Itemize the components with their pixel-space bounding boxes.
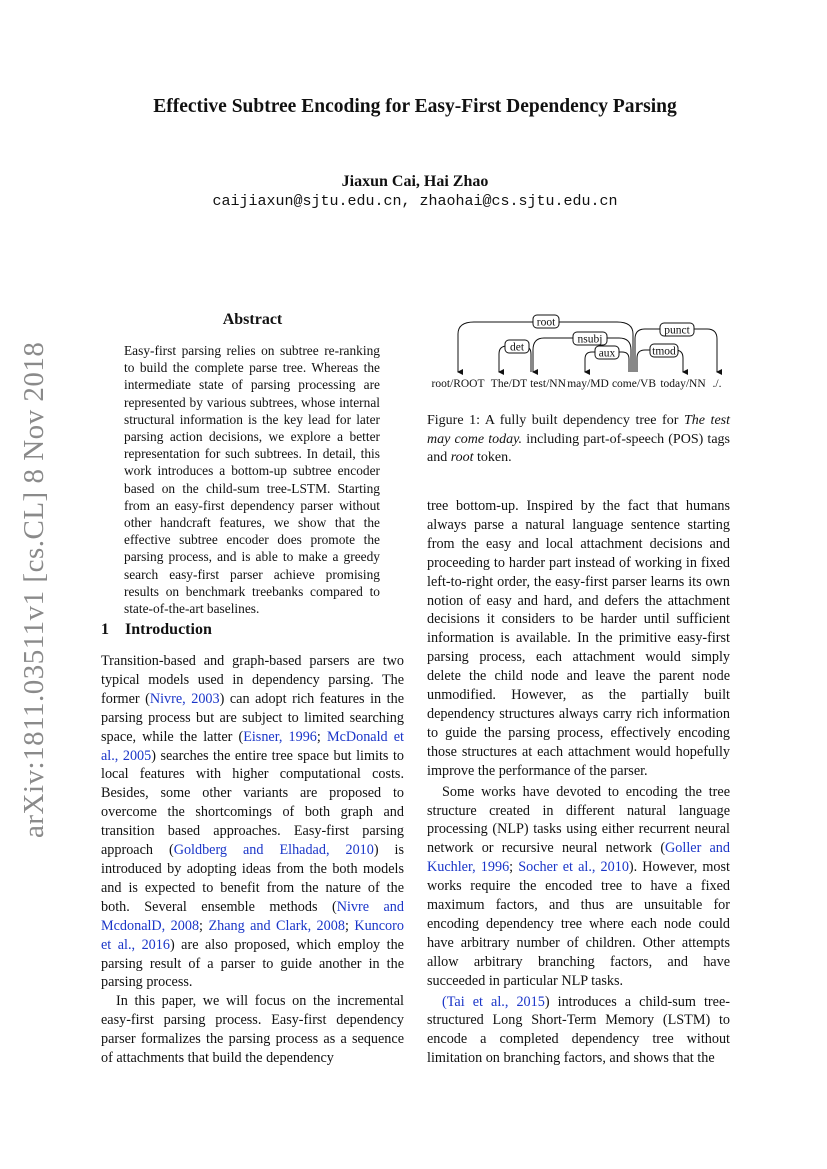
section-heading-introduction xyxy=(101,621,212,639)
citation-link[interactable]: Nivre, 2003 xyxy=(149,690,220,707)
citation-link[interactable]: Nivre and McdonalD, 2008 xyxy=(101,898,404,934)
abstract-text: Easy-first parsing relies on subtree re-ranking to build the complete parse tree. Whereas the intermediate state of parsing processing are represented by various subtrees, whose internal structural information is the key lead for later parsing action decisions, we explore a better representation for such subtrees. In detail, this work introduces a bottom-up subtree encoder based on the child-sum tree-LSTM. Starting from an easy-first dependency parser without other handcraft features, we show that the effective subtree encoder does promote the parsing process, and is able to make a greedy search easy-first parser achieve promising results on benchmark treebanks compared to state-of-the-art baselines. xyxy=(124,343,380,617)
arc-label-aux: aux xyxy=(598,347,616,360)
word-the: The/DT xyxy=(490,378,528,390)
citation-link[interactable]: McDonald et al., 2005 xyxy=(101,728,404,764)
arc-label-nsubj: nsubj xyxy=(577,333,603,346)
citation-link[interactable]: Eisner, 1996 xyxy=(243,728,317,745)
right-paragraph-3: (Tai et al., 2015) introduces a child-sum tree-structured Long Short-Term Memory (LSTM) to encode a completed dependency tree without limitation on branching factors, and shows that the xyxy=(427,993,730,1067)
arxiv-stamp: arXiv:1811.03511v1 [cs.CL] 8 Nov 2018 xyxy=(18,341,50,838)
arc-label-root: root xyxy=(536,316,556,329)
intro-paragraph-1: Transition-based and graph-based parsers are two typical models used in dependency parsing. The former (Nivre, 2003) can adopt rich features in the parsing process but are subject to limited searching space, while the latter (Eisner, 1996; McDonald et al., 2005) searches the entire tree space but limits to local features with higher computational costs. Besides, some other variants are proposed to overcome the shortcomings of both graph and transition based approaches. Easy-first parsing approach (Goldberg and Elhadad, 2010) is introduced by adopting ideas from the both models and is expected to benefit from the nature of the both. Several ensemble methods (Nivre and McdonalD, 2008; Zhang and Clark, 2008; Kuncoro et al., 2016) are also proposed, which employ the parsing result of a parser to guide another in the parsing process. xyxy=(101,653,405,991)
author-emails: caijiaxun@sjtu.edu.cn, zhaohai@cs.sjtu.edu.cn xyxy=(212,193,618,210)
section-number: 1 xyxy=(101,621,109,638)
citation-link[interactable]: Goldberg and Elhadad, 2010 xyxy=(173,842,374,859)
citation-link[interactable]: Kuncoro et al., 2016 xyxy=(101,917,404,953)
section-title: Introduction xyxy=(125,621,212,638)
right-column-body xyxy=(427,497,730,1068)
word-today: today/NN xyxy=(660,378,706,390)
citation-link[interactable]: Tai et al., 2015 xyxy=(446,993,545,1010)
right-paragraph-2: Some works have devoted to encoding the tree structure created in different natural language processing (NLP) tasks using either recurrent neural network or recursive neural network (Goller and Kuchler, 1996; Socher et al., 2010). However, most works require the encoded tree to have a fixed maximum factors, and thus are unsuitable for encoding dependency tree where each node could have arbitrary number of children. Other attempts allow arbitrary branching factors, and have succeeded in particular NLP tasks. xyxy=(427,783,730,989)
left-column-body xyxy=(101,652,404,1068)
citation-link[interactable]: Zhang and Clark, 2008 xyxy=(208,917,345,934)
word-test: test/NN xyxy=(530,378,566,390)
arc-label-det: det xyxy=(509,341,525,354)
citation-link[interactable]: Socher et al., 2010 xyxy=(518,859,629,876)
figure-caption: Figure 1: A fully built dependency tree for The test may come today. including part-of-speech (POS) tags and root token. xyxy=(427,413,730,465)
abstract-heading: Abstract xyxy=(222,311,283,328)
dependency-tree-figure xyxy=(427,312,730,394)
word-may: may/MD xyxy=(567,378,609,390)
arc-label-punct: punct xyxy=(664,324,690,337)
arc-label-tmod: tmod xyxy=(652,345,676,358)
word-root: root/ROOT xyxy=(431,378,485,390)
word-period: ./. xyxy=(712,378,722,390)
word-come: come/VB xyxy=(611,378,657,390)
citation-link[interactable]: Goller and Kuchler, 1996 xyxy=(427,840,730,876)
paper-title: Effective Subtree Encoding for Easy-First Dependency Parsing xyxy=(153,96,677,117)
intro-paragraph-2: In this paper, we will focus on the incremental easy-first parsing process. Easy-first dependency parser formalizes the parsing process as a sequence of attachments that build the dependency xyxy=(101,993,404,1067)
authors: Jiaxun Cai, Hai Zhao xyxy=(341,173,489,190)
right-paragraph-1: tree bottom-up. Inspired by the fact that humans always parse a natural language sentence starting from the easy and local attachment decisions and proceeding to harder part instead of working in fixed left-to-right order, the easy-first parser learns its own notion of easy and hard, and defers the attachment decisions it considers to be harder until sufficient information is available. In the primitive easy-first parsing process, each attachment would simply delete the child node and leave the parent node unmodified. However, as the partially built dependency structures always carry rich information to guide the parsing process, effectively encoding those structures at each attachment would hopefully improve the performance of the parser. xyxy=(427,498,730,779)
